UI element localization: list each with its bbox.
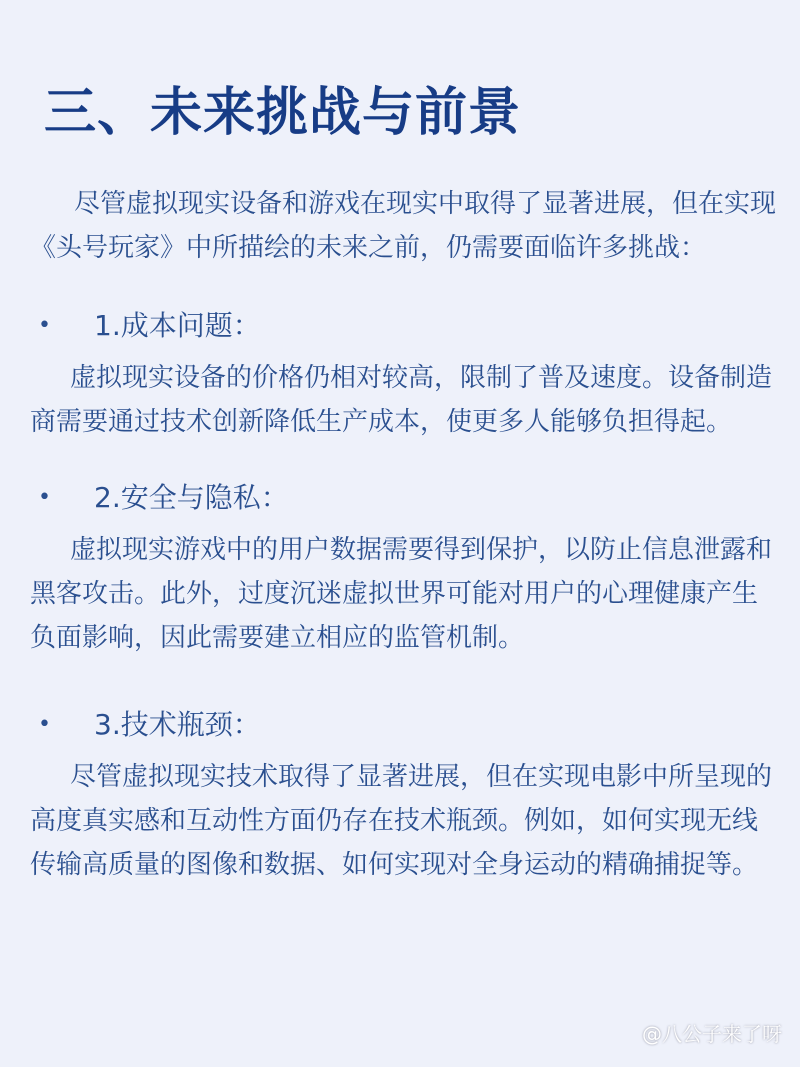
watermark xyxy=(642,1018,782,1047)
section-heading-text: 2.安全与隐私： xyxy=(94,481,289,514)
bullet-icon: • xyxy=(38,313,51,338)
section-body-text: 虚拟现实游戏中的用户数据需要得到保护，以防止信息泄露和黑客攻击。此外，过度沉迷虚拟世界可能对用户的心理健康产生负面影响，因此需要建立相应的监管机制。 xyxy=(30,535,773,653)
watermark-text: @八公子来了呀 xyxy=(642,1022,782,1046)
page-title: 三、未来挑战与前景 xyxy=(44,83,522,143)
intro-text: 尽管虚拟现实设备和游戏在现实中取得了显著进展，但在实现《头号玩家》中所描绘的未来之前，仍需要面临许多挑战： xyxy=(30,189,777,263)
bullet-icon: • xyxy=(38,485,51,510)
section-body-text: 尽管虚拟现实技术取得了显著进展，但在实现电影中所呈现的高度真实感和互动性方面仍存在技术瓶颈。例如，如何实现无线传输高质量的图像和数据、如何实现对全身运动的精确捕捉等。 xyxy=(30,762,773,880)
section-heading-text: 1.成本问题： xyxy=(94,309,261,342)
section-heading-security xyxy=(38,476,289,520)
intro-paragraph xyxy=(30,182,780,270)
section-body-text: 虚拟现实设备的价格仍相对较高，限制了普及速度。设备制造商需要通过技术创新降低生产成本，使更多人能够负担得起。 xyxy=(30,363,773,437)
section-body-tech xyxy=(30,755,780,887)
section-heading-cost xyxy=(38,304,261,348)
bullet-icon: • xyxy=(38,712,51,737)
section-body-security xyxy=(30,528,780,660)
section-heading-tech xyxy=(38,703,261,747)
section-heading-text: 3.技术瓶颈： xyxy=(94,708,261,741)
section-body-cost xyxy=(30,356,780,444)
